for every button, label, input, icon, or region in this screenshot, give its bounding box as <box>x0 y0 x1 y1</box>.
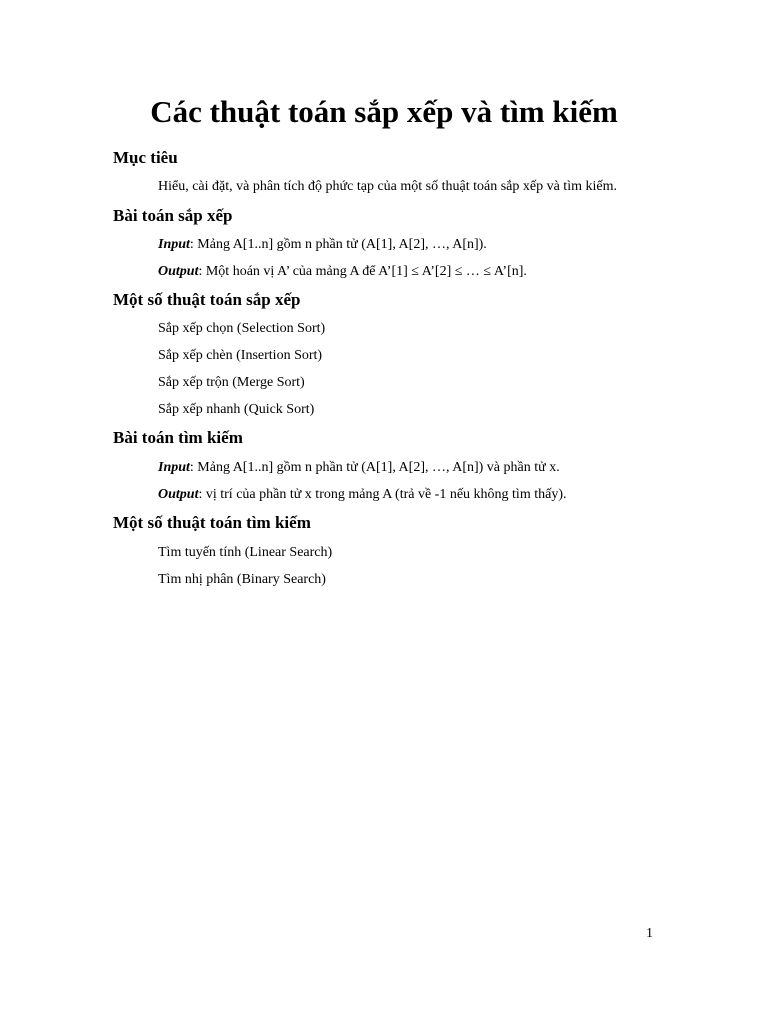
section-heading-sorting-algorithms: Một số thuật toán sắp xếp <box>113 290 301 309</box>
list-item: Tìm tuyến tính (Linear Search) <box>158 545 333 560</box>
list-item: Sắp xếp chọn (Selection Sort) <box>158 321 326 336</box>
objective-text: Hiểu, cài đặt, và phân tích độ phức tạp của một số thuật toán sắp xếp và tìm kiếm. <box>158 179 617 194</box>
section-heading-sorting-problem: Bài toán sắp xếp <box>113 206 233 225</box>
sorting-output-text: : Một hoán vị A’ của mảng A để A’[1] ≤ A’[2] ≤ … ≤ A’[n]. <box>198 264 527 279</box>
sorting-input-line <box>158 236 487 254</box>
section-heading-search-problem: Bài toán tìm kiếm <box>113 428 243 447</box>
page-title: Các thuật toán sắp xếp và tìm kiếm <box>150 94 618 129</box>
section-heading-objective: Mục tiêu <box>113 148 178 167</box>
search-output-text: : vị trí của phần tử x trong mảng A (trả về -1 nếu không tìm thấy). <box>198 487 567 502</box>
sorting-input-text: : Mảng A[1..n] gồm n phần tử (A[1], A[2], …, A[n]). <box>189 237 487 252</box>
search-input-line <box>158 459 560 477</box>
sorting-output-label: Output <box>158 264 199 279</box>
sorting-input-label: Input <box>158 237 190 252</box>
sorting-output-line <box>158 263 527 281</box>
search-output-line <box>158 486 566 504</box>
page-number: 1 <box>646 926 653 941</box>
list-item: Sắp xếp trộn (Merge Sort) <box>158 375 305 390</box>
section-heading-search-algorithms: Một số thuật toán tìm kiếm <box>113 513 311 532</box>
list-item: Tìm nhị phân (Binary Search) <box>158 572 326 587</box>
list-item: Sắp xếp nhanh (Quick Sort) <box>158 402 315 417</box>
search-output-label: Output <box>158 487 199 502</box>
search-input-text: : Mảng A[1..n] gồm n phần tử (A[1], A[2], …, A[n]) và phần tử x. <box>189 460 560 475</box>
list-item: Sắp xếp chèn (Insertion Sort) <box>158 348 323 363</box>
search-input-label: Input <box>158 460 190 475</box>
